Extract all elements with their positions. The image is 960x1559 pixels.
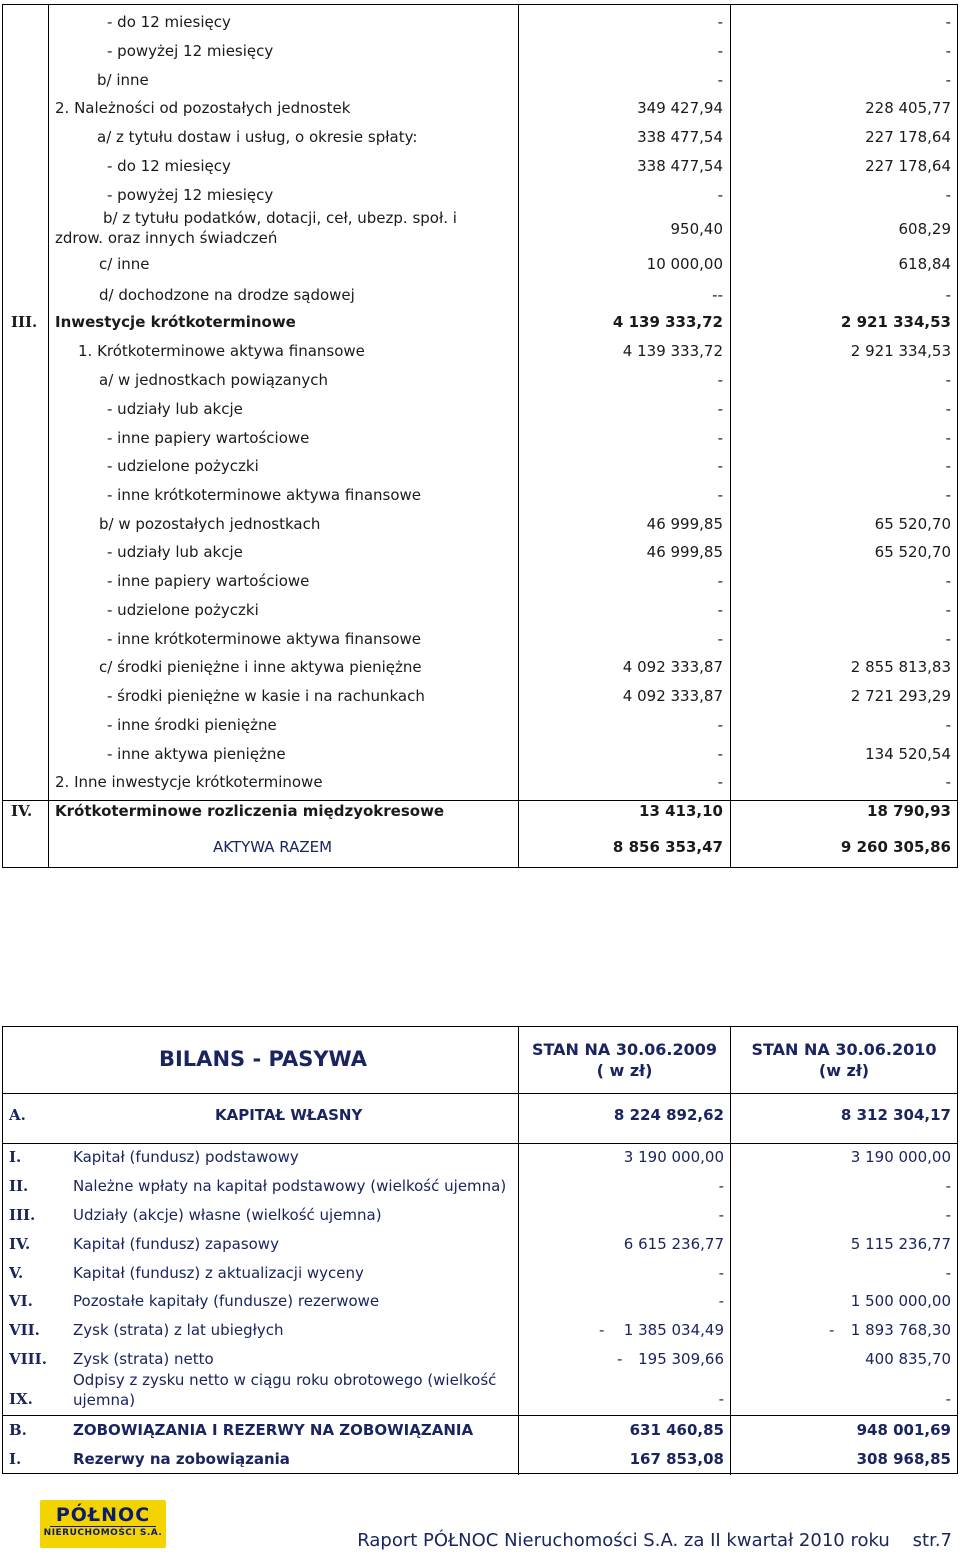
- value-2010: 2 855 813,83: [850, 658, 951, 676]
- row-label: - do 12 miesięcy: [107, 157, 231, 175]
- value-2010: -: [945, 1264, 951, 1282]
- value-2010: 2 921 334,53: [840, 313, 951, 331]
- value-2010: -: [945, 773, 951, 791]
- row-label: - do 12 miesięcy: [107, 13, 231, 31]
- row-label: - inne papiery wartościowe: [107, 429, 310, 447]
- value-2009: 1 385 034,49: [623, 1321, 724, 1339]
- row-label: Rezerwy na zobowiązania: [73, 1450, 290, 1468]
- value-2010: -: [945, 71, 951, 89]
- row-label: - inne krótkoterminowe aktywa finansowe: [107, 486, 422, 504]
- section-number: A.: [9, 1106, 26, 1124]
- total-value-2009: 8 856 353,47: [612, 838, 723, 856]
- value-2010: 1 500 000,00: [850, 1292, 951, 1310]
- logo-wordmark: PÓŁNOC: [55, 1504, 151, 1526]
- value-2010: -: [945, 400, 951, 418]
- value-2010: 65 520,70: [874, 515, 951, 533]
- row-label: 2. Inne inwestycje krótkoterminowe: [55, 773, 323, 791]
- value-2009: -: [718, 1390, 724, 1408]
- row-label: - powyżej 12 miesięcy: [107, 42, 274, 60]
- row-label: - inne papiery wartościowe: [107, 572, 310, 590]
- value-2010: -: [945, 486, 951, 504]
- column-header-2009: [519, 1039, 730, 1081]
- value-2009: -: [717, 572, 723, 590]
- value-2010: -: [945, 186, 951, 204]
- row-label: Zysk (strata) netto: [73, 1350, 214, 1368]
- value-2010: -: [945, 457, 951, 475]
- value-2010: -: [945, 716, 951, 734]
- column-header-line: STAN NA 30.06.2010: [751, 1040, 937, 1059]
- value-2009: -: [717, 42, 723, 60]
- value-2010: 400 835,70: [865, 1350, 951, 1368]
- page-footer: Raport PÓŁNOC Nieruchomości S.A. za II kwartał 2010 roku str.7: [357, 1530, 952, 1551]
- value-2010: 308 968,85: [856, 1450, 951, 1468]
- row-label: a/ w jednostkach powiązanych: [99, 371, 329, 389]
- section-number: IX.: [9, 1390, 33, 1408]
- column-divider: [518, 1093, 519, 1475]
- column-header-unit: ( w zł): [596, 1061, 653, 1080]
- value-2009: 195 309,66: [638, 1350, 724, 1368]
- value-2009: 631 460,85: [629, 1421, 724, 1439]
- row-label: - udziały lub akcje: [107, 400, 243, 418]
- value-2009: 3 190 000,00: [623, 1148, 724, 1166]
- value-2010: 65 520,70: [874, 543, 951, 561]
- row-label: - środki pieniężne w kasie i na rachunkach: [107, 687, 425, 705]
- value-2009: 10 000,00: [646, 255, 723, 273]
- value-2009: -: [717, 13, 723, 31]
- row-label: Zysk (strata) z lat ubiegłych: [73, 1321, 284, 1339]
- value-2010: -: [945, 1390, 951, 1408]
- row-divider: [3, 800, 957, 801]
- value-2010: 227 178,64: [865, 157, 951, 175]
- value-2009: -: [717, 745, 723, 763]
- value-2009: 167 853,08: [629, 1450, 724, 1468]
- row-label: Kapitał (fundusz) z aktualizacji wyceny: [73, 1264, 364, 1282]
- value-2009: -: [717, 486, 723, 504]
- row-label: 1. Krótkoterminowe aktywa finansowe: [78, 342, 365, 360]
- row-label: a/ z tytułu dostaw i usług, o okresie spłaty:: [97, 128, 418, 146]
- column-header-line: STAN NA 30.06.2009: [531, 1040, 718, 1059]
- section-number: VIII.: [9, 1350, 47, 1368]
- value-2009: -: [717, 716, 723, 734]
- row-label: Inwestycje krótkoterminowe: [55, 313, 296, 331]
- value-2010: 2 721 293,29: [850, 687, 951, 705]
- row-label: ZOBOWIĄZANIA I REZERWY NA ZOBOWIĄZANIA: [73, 1421, 474, 1439]
- value-2009: 338 477,54: [637, 128, 723, 146]
- total-label: AKTYWA RAZEM: [213, 838, 333, 856]
- company-logo: [40, 1500, 166, 1548]
- value-2010: -: [945, 429, 951, 447]
- value-2009: -: [717, 400, 723, 418]
- row-label: b/ w pozostałych jednostkach: [99, 515, 321, 533]
- column-header-unit: (w zł): [818, 1061, 870, 1080]
- value-2010: 8 312 304,17: [840, 1106, 951, 1124]
- value-2009: -: [718, 1264, 724, 1282]
- logo-subtitle: NIERUCHOMOŚCI S.A.: [43, 1528, 163, 1538]
- row-label: b/ z tytułu podatków, dotacji, ceł, ubezp. społ. i zdrow. oraz innych świadczeń: [55, 209, 457, 247]
- row-label: c/ środki pieniężne i inne aktywa pieniężne: [99, 658, 422, 676]
- row-label: - inne aktywa pieniężne: [107, 745, 286, 763]
- value-2009: 4 139 333,72: [612, 313, 723, 331]
- negative-sign: -: [599, 1321, 605, 1339]
- negative-sign: -: [617, 1350, 623, 1368]
- column-header-2010: [731, 1039, 957, 1081]
- row-label: - udzielone pożyczki: [107, 457, 259, 475]
- value-2010: -: [945, 42, 951, 60]
- row-label: Kapitał (fundusz) zapasowy: [73, 1235, 279, 1253]
- negative-sign: -: [829, 1321, 835, 1339]
- logo-rule: [50, 1526, 156, 1527]
- value-2009: -: [718, 1292, 724, 1310]
- value-2009: 349 427,94: [637, 99, 723, 117]
- value-2010: -: [945, 630, 951, 648]
- row-label: Należne wpłaty na kapitał podstawowy (wielkość ujemna): [73, 1177, 507, 1195]
- table-title: BILANS - PASYWA: [158, 1047, 367, 1071]
- total-value-2010: 9 260 305,86: [840, 838, 951, 856]
- value-2010: 18 790,93: [867, 802, 951, 820]
- value-2010: -: [945, 1206, 951, 1224]
- value-2010: 228 405,77: [865, 99, 951, 117]
- row-label: - powyżej 12 miesięcy: [107, 186, 274, 204]
- value-2009: -: [717, 429, 723, 447]
- row-label: d/ dochodzone na drodze sądowej: [99, 286, 355, 304]
- value-2009: 338 477,54: [637, 157, 723, 175]
- value-2009: 4 092 333,87: [622, 687, 723, 705]
- row-divider: [3, 1093, 957, 1094]
- value-2010: 608,29: [898, 220, 951, 238]
- value-2010: -: [945, 572, 951, 590]
- row-label: - udziały lub akcje: [107, 543, 243, 561]
- column-divider: [730, 5, 731, 867]
- value-2010: 2 921 334,53: [850, 342, 951, 360]
- value-2010: -: [945, 1177, 951, 1195]
- row-label: KAPITAŁ WŁASNY: [215, 1106, 363, 1124]
- value-2010: 227 178,64: [865, 128, 951, 146]
- value-2009: 4 092 333,87: [622, 658, 723, 676]
- value-2009: -: [717, 186, 723, 204]
- value-2010: 618,84: [898, 255, 951, 273]
- value-2010: -: [945, 371, 951, 389]
- row-label: - inne środki pieniężne: [107, 716, 277, 734]
- row-label: Udziały (akcje) własne (wielkość ujemna): [73, 1206, 382, 1224]
- value-2010: 5 115 236,77: [850, 1235, 951, 1253]
- section-number: III.: [11, 313, 38, 331]
- row-divider: [3, 1143, 957, 1144]
- value-2009: 13 413,10: [639, 802, 723, 820]
- row-label: - udzielone pożyczki: [107, 601, 259, 619]
- section-number: IV.: [11, 802, 33, 820]
- value-2010: -: [945, 13, 951, 31]
- row-label: Odpisy z zysku netto w ciągu roku obrotowego (wielkość ujemna): [73, 1371, 497, 1409]
- row-label: - inne krótkoterminowe aktywa finansowe: [107, 630, 422, 648]
- value-2009: -: [717, 773, 723, 791]
- column-divider: [730, 1093, 731, 1475]
- value-2010: 1 893 768,30: [850, 1321, 951, 1339]
- row-label: 2. Należności od pozostałych jednostek: [55, 99, 351, 117]
- value-2010: 3 190 000,00: [850, 1148, 951, 1166]
- value-2009: --: [712, 286, 723, 304]
- section-number: V.: [9, 1264, 24, 1282]
- row-divider: [3, 1415, 957, 1416]
- section-number: IV.: [9, 1235, 31, 1253]
- section-number: III.: [9, 1206, 36, 1224]
- row-label: Krótkoterminowe rozliczenia międzyokresowe: [55, 802, 445, 820]
- value-2009: 46 999,85: [646, 543, 723, 561]
- section-number: I.: [9, 1450, 22, 1468]
- row-label: c/ inne: [99, 255, 150, 273]
- value-2009: -: [717, 371, 723, 389]
- value-2010: -: [945, 601, 951, 619]
- value-2009: 4 139 333,72: [622, 342, 723, 360]
- value-2009: -: [717, 71, 723, 89]
- section-number: VII.: [9, 1321, 40, 1339]
- section-number: VI.: [9, 1292, 33, 1310]
- value-2010: 134 520,54: [865, 745, 951, 763]
- value-2009: 950,40: [670, 220, 723, 238]
- assets-table: [2, 4, 958, 868]
- value-2009: -: [717, 457, 723, 475]
- column-divider: [518, 5, 519, 867]
- value-2009: 6 615 236,77: [623, 1235, 724, 1253]
- section-number: I.: [9, 1148, 22, 1166]
- value-2009: 46 999,85: [646, 515, 723, 533]
- row-label: Pozostałe kapitały (fundusze) rezerwowe: [73, 1292, 380, 1310]
- value-2009: -: [718, 1177, 724, 1195]
- row-label: b/ inne: [97, 71, 149, 89]
- value-2009: -: [717, 601, 723, 619]
- row-label: Kapitał (fundusz) podstawowy: [73, 1148, 299, 1166]
- value-2010: 948 001,69: [856, 1421, 951, 1439]
- value-2009: -: [717, 630, 723, 648]
- value-2009: -: [718, 1206, 724, 1224]
- value-2009: 8 224 892,62: [613, 1106, 724, 1124]
- section-number: II.: [9, 1177, 29, 1195]
- liabilities-table: [2, 1026, 958, 1474]
- section-number: B.: [9, 1421, 27, 1439]
- value-2010: -: [945, 286, 951, 304]
- column-divider: [48, 5, 49, 867]
